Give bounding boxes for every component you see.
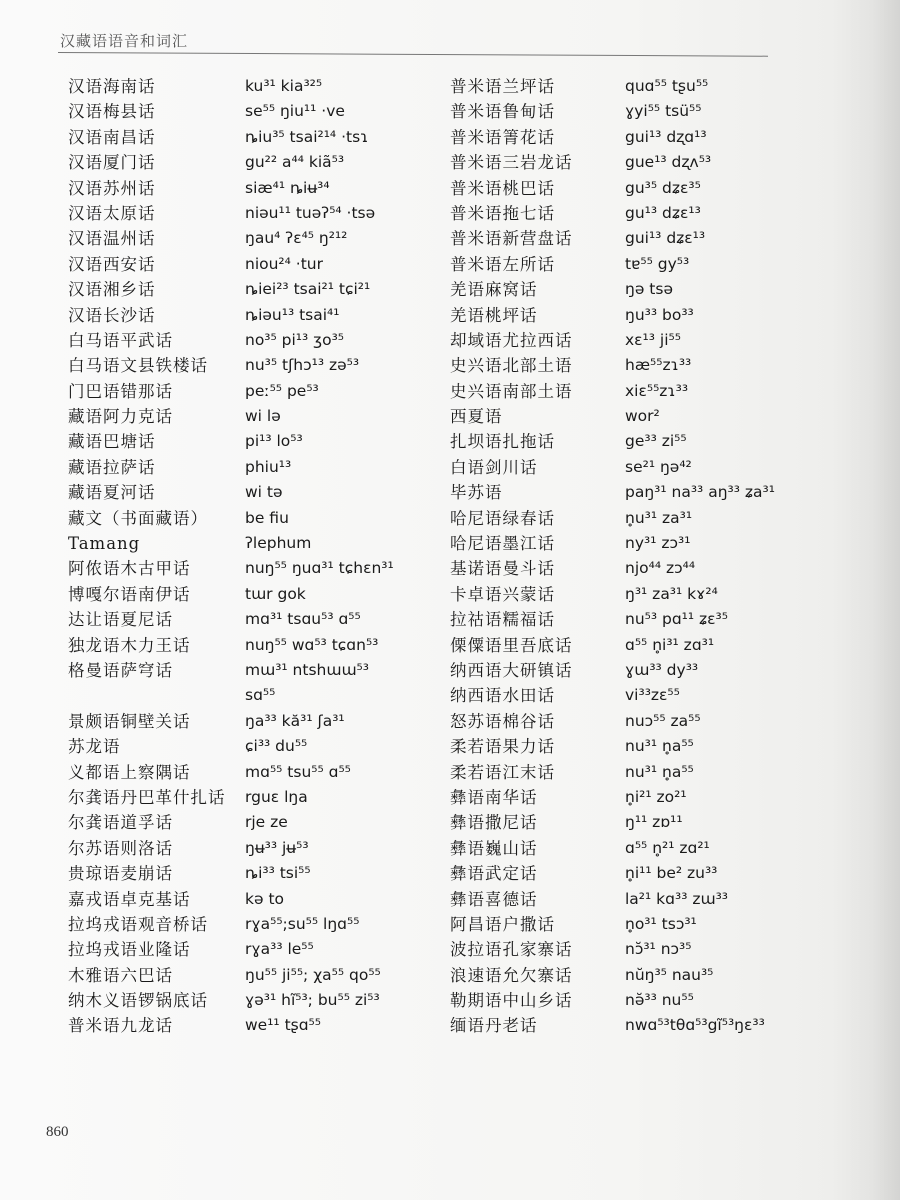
dialect-form: pi¹³ lo⁵³ (245, 432, 303, 451)
dialect-name: 汉语长沙话 (68, 305, 156, 325)
dialect-name: 彝语喜德话 (450, 889, 538, 909)
dialect-name: 拉坞戎语业隆话 (68, 940, 191, 960)
dialect-name: 彝语撒尼话 (450, 813, 538, 833)
page-edge-shadow (830, 0, 900, 1200)
dialect-form: nuŋ⁵⁵ ŋuɑ³¹ tɕhɛn³¹ (245, 559, 394, 578)
dialect-name: 汉语西安话 (68, 254, 156, 274)
dialect-name: Tamang (68, 534, 141, 554)
dialect-form: gu²² a⁴⁴ kiã⁵³ (245, 153, 345, 172)
dialect-form: kə to (245, 889, 284, 908)
dialect-name: 格曼语萨穹话 (68, 660, 173, 680)
dialect-name: 哈尼语墨江话 (450, 534, 555, 554)
dialect-form: peː⁵⁵ pe⁵³ (245, 381, 319, 400)
page-number: 860 (46, 1124, 69, 1140)
dialect-name: 苏龙语 (68, 737, 121, 757)
dialect-name: 藏语夏河话 (68, 483, 156, 503)
dialect-form: nu⁵³ pɑ¹¹ ʑɛ³⁵ (625, 610, 728, 629)
left-forms-column (245, 74, 394, 1039)
dialect-name: 尔龚语丹巴革什扎话 (68, 787, 226, 807)
dialect-form: nu³¹ n̥a⁵⁵ (625, 737, 694, 756)
dialect-name: 义都语上察隅话 (68, 762, 191, 782)
dialect-name: 拉祜语糯福话 (450, 610, 555, 630)
dialect-form: tɯr gok (245, 584, 306, 603)
dialect-name: 纳西语大研镇话 (450, 660, 573, 680)
dialect-form: ȵiu³⁵ tsai²¹⁴ ·tsɿ (245, 127, 369, 146)
dialect-form: rɣa³³ le⁵⁵ (245, 940, 314, 959)
dialect-name (68, 683, 226, 708)
dialect-name: 拉坞戎语观音桥话 (68, 914, 208, 934)
dialect-name: 汉语湘乡话 (68, 280, 156, 300)
dialect-form: ŋə tsə (625, 280, 673, 299)
dialect-name: 藏文（书面藏语） (68, 508, 208, 528)
dialect-name: 达让语夏尼话 (68, 610, 173, 630)
dialect-name: 嘉戎语卓克基话 (68, 889, 191, 909)
dialect-name: 傈僳语里吾底话 (450, 635, 573, 655)
dialect-name: 羌语桃坪话 (450, 305, 538, 325)
dialect-name: 汉语梅县话 (68, 102, 156, 122)
dialect-name: 普米语兰坪话 (450, 77, 555, 96)
dialect-form: mɯ³¹ ntshɯɯ⁵³ (245, 660, 369, 679)
dialect-form: ɣə³¹ hĩ⁵³; bu⁵⁵ zi⁵³ (245, 991, 380, 1010)
dialect-form: se⁵⁵ ŋiu¹¹ ·ve (245, 102, 345, 121)
dialect-name: 毕苏语 (450, 483, 503, 503)
dialect-form: ge³³ zi⁵⁵ (625, 432, 687, 451)
dialect-name: 扎坝语扎拖话 (450, 432, 555, 452)
dialect-form: wor² (625, 407, 660, 426)
dialect-form: xɛ¹³ ji⁵⁵ (625, 330, 681, 349)
dialect-form: se²¹ ŋə⁴² (625, 457, 692, 476)
dialect-form: nŭŋ³⁵ nau³⁵ (625, 965, 714, 984)
dialect-form: nə̆³³ nu⁵⁵ (625, 991, 694, 1010)
dialect-name: 白语剑川话 (450, 457, 538, 477)
dialect-name: 彝语武定话 (450, 864, 538, 884)
dialect-form: gue¹³ dʐʌ⁵³ (625, 153, 712, 172)
dialect-name: 柔若语果力话 (450, 737, 555, 757)
dialect-form: mɑ⁵⁵ tsu⁵⁵ ɑ⁵⁵ (245, 762, 351, 781)
dialect-name: 浪速语允欠寨话 (450, 965, 573, 985)
dialect-name: 卡卓语兴蒙话 (450, 584, 555, 604)
dialect-form: hæ⁵⁵zɿ³³ (625, 356, 692, 375)
dialect-name: 白马语文县铁楼话 (68, 356, 208, 376)
dialect-name: 阿侬语木古甲话 (68, 559, 191, 579)
dialect-name: 却域语尤拉西话 (450, 330, 573, 350)
dialect-name: 汉语南昌话 (68, 127, 156, 147)
dialect-form: tɐ⁵⁵ gy⁵³ (625, 254, 690, 273)
dialect-name: 藏语拉萨话 (68, 457, 156, 477)
dialect-form: ny³¹ zɔ³¹ (625, 534, 691, 553)
dialect-name: 西夏语 (450, 407, 503, 427)
dialect-name: 普米语拖七话 (450, 203, 555, 223)
dialect-name: 哈尼语绿春话 (450, 508, 555, 528)
dialect-form: phiu¹³ (245, 457, 292, 476)
dialect-name: 怒苏语棉谷话 (450, 711, 555, 731)
dialect-name: 普米语九龙话 (68, 1016, 173, 1036)
right-forms-column (625, 74, 775, 1039)
dialect-name: 汉语温州话 (68, 229, 156, 249)
dialect-form: rguɛ lŋa (245, 787, 308, 806)
dialect-form: ku³¹ kia³²⁵ (245, 77, 323, 95)
right-dialect-names-column (450, 74, 573, 1039)
dialect-name: 汉语海南话 (68, 77, 156, 96)
dialect-name: 木雅语六巴话 (68, 965, 173, 985)
dialect-form: siæ⁴¹ ȵiʉ³⁴ (245, 178, 330, 197)
dialect-name: 藏语巴塘话 (68, 432, 156, 452)
header-rule (58, 52, 768, 57)
dialect-name: 普米语三岩龙话 (450, 153, 573, 173)
dialect-name: 彝语巍山话 (450, 838, 538, 858)
dialect-name: 贵琼语麦崩话 (68, 864, 173, 884)
dialect-name: 博嘎尔语南伊话 (68, 584, 191, 604)
dialect-form: ŋ¹¹ zɒ¹¹ (625, 813, 683, 832)
dialect-name: 景颇语铜壁关话 (68, 711, 191, 731)
dialect-name: 汉语苏州话 (68, 178, 156, 198)
dialect-form: be fiu (245, 508, 289, 527)
dialect-name: 史兴语北部土语 (450, 356, 573, 376)
left-dialect-names-column (68, 74, 226, 1039)
dialect-form: njo⁴⁴ zɔ⁴⁴ (625, 559, 696, 578)
dialect-name: 普米语箐花话 (450, 127, 555, 147)
dialect-form: paŋ³¹ na³³ aŋ³³ ʑa³¹ (625, 483, 775, 502)
dialect-form: quɑ⁵⁵ tʂu⁵⁵ (625, 77, 709, 95)
dialect-name: 纳木义语锣锅底话 (68, 991, 208, 1011)
dialect-form: wi lə (245, 407, 281, 426)
dialect-form: ʔlephum (245, 534, 312, 553)
dialect-form: ɕi³³ du⁵⁵ (245, 737, 308, 756)
dialect-name: 尔龚语道孚话 (68, 813, 173, 833)
dialect-form: niou²⁴ ·tur (245, 254, 323, 273)
dialect-form: xiɛ⁵⁵zɿ³³ (625, 381, 689, 400)
dialect-form: gui¹³ dʐɑ¹³ (625, 127, 707, 146)
dialect-name: 门巴语错那话 (68, 381, 173, 401)
dialect-name: 基诺语曼斗话 (450, 559, 555, 579)
dialect-form: ɣɯ³³ dy³³ (625, 660, 699, 679)
dialect-name: 独龙语木力王话 (68, 635, 191, 655)
dialect-form: mɑ³¹ tsɑu⁵³ ɑ⁵⁵ (245, 610, 361, 629)
dialect-form: n̥i²¹ zo²¹ (625, 787, 687, 806)
dialect-form: gu³⁵ dʑɛ³⁵ (625, 178, 701, 197)
dialect-form: nuŋ⁵⁵ wɑ⁵³ tɕɑn⁵³ (245, 635, 379, 654)
dialect-name: 普米语鲁甸话 (450, 102, 555, 122)
dialect-name: 纳西语水田话 (450, 686, 555, 706)
dialect-form: ɑ⁵⁵ n̥²¹ zɑ²¹ (625, 838, 710, 857)
dialect-form: n̥o³¹ tsɔ³¹ (625, 914, 697, 933)
dialect-form: wi tə (245, 483, 283, 502)
dialect-name: 缅语丹老话 (450, 1016, 538, 1036)
dialect-form: nu³⁵ tʃhɔ¹³ zə⁵³ (245, 356, 360, 375)
dialect-name: 勒期语中山乡话 (450, 991, 573, 1011)
dialect-name: 普米语桃巴话 (450, 178, 555, 198)
dialect-name: 尔苏语则洛话 (68, 838, 173, 858)
dialect-name: 阿昌语户撒话 (450, 914, 555, 934)
dialect-form: ŋa³³ kă³¹ ʃa³¹ (245, 711, 345, 730)
dialect-name: 汉语太原话 (68, 203, 156, 223)
dialect-name: 柔若语江末话 (450, 762, 555, 782)
dialect-name: 藏语阿力克话 (68, 407, 173, 427)
dialect-form: sɑ⁵⁵ (245, 686, 276, 705)
dialect-name: 羌语麻窝话 (450, 280, 538, 300)
dialect-form: rje ze (245, 813, 288, 832)
dialect-form: no³⁵ pi¹³ ʒo³⁵ (245, 330, 345, 349)
dialect-form: nuɔ⁵⁵ za⁵⁵ (625, 711, 701, 730)
dialect-form: ŋ³¹ za³¹ kɤ²⁴ (625, 584, 718, 603)
dialect-form: la²¹ kɑ³³ zɯ³³ (625, 889, 728, 908)
dialect-name: 白马语平武话 (68, 330, 173, 350)
dialect-form: ŋau⁴ ʔɛ⁴⁵ ŋ²¹² (245, 229, 348, 248)
dialect-form: ŋu⁵⁵ ji⁵⁵; χa⁵⁵ qo⁵⁵ (245, 965, 381, 984)
dialect-form: ȵiəu¹³ tsai⁴¹ (245, 305, 340, 324)
dialect-form: gui¹³ dʑɛ¹³ (625, 229, 706, 248)
running-header: 汉藏语语音和词汇 (60, 32, 189, 50)
dialect-name: 普米语左所话 (450, 254, 555, 274)
dialect-form: ŋʉ³³ jʉ⁵³ (245, 838, 309, 857)
dialect-name: 波拉语孔家寨话 (450, 940, 573, 960)
dialect-form: nwɑ⁵³tθɑ⁵³gĩ⁵³ŋɛ³³ (625, 1016, 765, 1035)
dialect-form: ɑ⁵⁵ n̥i³¹ zɑ³¹ (625, 635, 715, 654)
dialect-form: ɣyi⁵⁵ tsü⁵⁵ (625, 102, 702, 121)
dialect-form: ȵi³³ tsi⁵⁵ (245, 864, 311, 883)
dialect-name: 普米语新营盘话 (450, 229, 573, 249)
dialect-form: n̥i¹¹ be² zu³³ (625, 864, 718, 883)
dialect-form: niəu¹¹ tuəʔ⁵⁴ ·tsə (245, 203, 376, 222)
dialect-form: nu³¹ n̥a⁵⁵ (625, 762, 694, 781)
dialect-form: vi³³zɛ⁵⁵ (625, 686, 680, 705)
dialect-name: 史兴语南部土语 (450, 381, 573, 401)
dialect-form: rɣa⁵⁵;su⁵⁵ lŋɑ⁵⁵ (245, 914, 360, 933)
dialect-name: 彝语南华话 (450, 787, 538, 807)
dialect-form: we¹¹ tʂɑ⁵⁵ (245, 1016, 321, 1035)
dialect-form: gu¹³ dʑɛ¹³ (625, 203, 701, 222)
dialect-name: 汉语厦门话 (68, 153, 156, 173)
dialect-form: ȵiei²³ tsai²¹ tɕi²¹ (245, 280, 371, 299)
dialect-form: n̥u³¹ za³¹ (625, 508, 693, 527)
dialect-form: ŋu³³ bo³³ (625, 305, 694, 324)
dialect-form: nɔ̆³¹ nɔ³⁵ (625, 940, 692, 959)
